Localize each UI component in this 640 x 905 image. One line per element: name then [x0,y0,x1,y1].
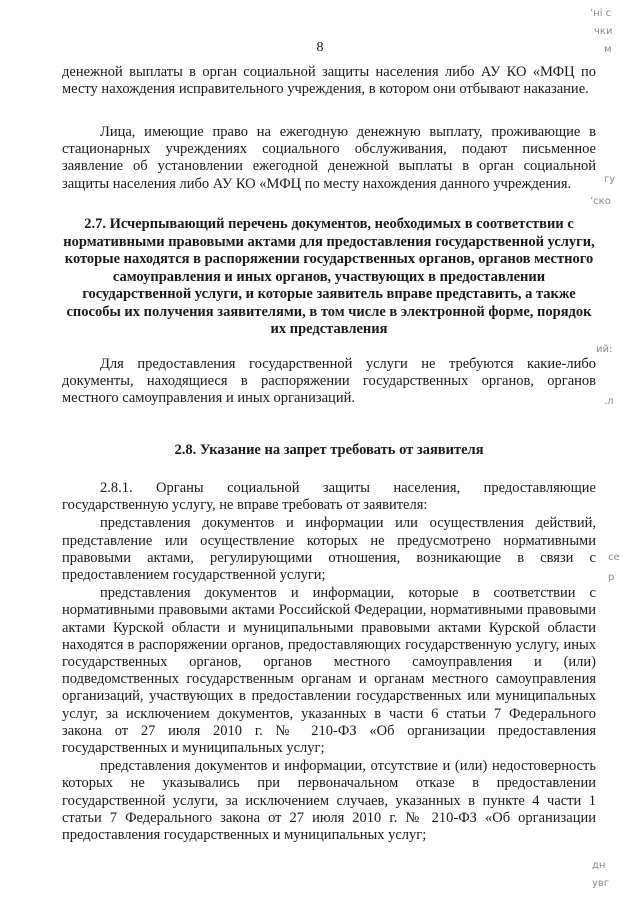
margin-mark: р [608,572,615,583]
section-2-8-body [62,480,596,844]
intro-continuation [62,64,596,98]
section-2-8-paragraph-2: представления документов и информации или осуществления действий, представление или осуществление которых не предусмотрено нормативными правовыми актами, регулирующими отношения, возникающие в связи с предоставлением государственной услуги; [62,515,596,584]
section-2-7-body [62,356,596,408]
section-2-8-paragraph-4: представления документов и информации, отсутствие и (или) недостоверность которых не указывались при первоначальном отказе в предоставлении государственной услуги, за исключением случаев, указанных в пункте 4 части 1 статьи 7 Федерального закона от 27 июля 2010 г. № 210-ФЗ «Об организации предоставления государственных и муниципальных услуг; [62,758,596,844]
margin-mark: .л [604,396,614,407]
section-2-7-paragraph: Для предоставления государственной услуги не требуются какие-либо документы, находящиеся в распоряжении государственных органов, органов местного самоуправления и иных организаций. [62,356,596,407]
margin-mark: се [608,552,620,563]
section-2-8-paragraph-3: представления документов и информации, которые в соответствии с нормативными правовыми актами Российской Федерации, нормативными правовыми актами Курской области и муниципальными правовыми актами Курской области находятся в распоряжении органов, предоставляющих государственную услугу, иных государственных органов, органов местного самоуправления и (или) подведомственных государственным органам и органам местного самоуправления организаций, участвующих в предоставлении государственных или муниципальных услуг, за исключением документов, указанных в части 6 статьи 7 Федерального закона от 27 июля 2010 г. № 210-ФЗ «Об организации предоставления государственных и муниципальных услуг; [62,585,596,757]
margin-mark: ий: [596,344,613,355]
intro-paragraph-1: денежной выплаты в орган социальной защиты населения либо АУ КО «МФЦ по месту нахождения исправительного учреждения, в котором они отбывают наказание. [62,64,596,98]
margin-mark: ’ско [590,196,611,207]
section-2-8-heading: 2.8. Указание на запрет требовать от заявителя [174,442,484,458]
intro-stationary [62,124,596,193]
margin-mark: увг [592,878,610,889]
margin-mark: чки [594,26,613,37]
section-2-7-heading: 2.7. Исчерпывающий перечень документов, необходимых в соответствии с нормативными правовыми актами для предоставления государственной услуги, которые находятся в распоряжении государственных органов, органов местного самоуправления и иных органов, участвующих в предоставлении государственной услуги, и которые заявитель вправе представить, а также способы их получения заявителями, в том числе в электронной форме, порядок их представления [63,216,595,337]
section-2-8-paragraph-1: 2.8.1. Органы социальной защиты населения, предоставляющие государственную услугу, не вправе требовать от заявителя: [62,480,596,514]
page-number: 8 [316,40,324,55]
intro-paragraph-2: Лица, имеющие право на ежегодную денежную выплату, проживающие в стационарных учреждениях социального обслуживания, подают письменное заявление об установлении ежегодной денежной выплаты в орган социальной защиты населения либо АУ КО «МФЦ по месту нахождения данного учреждения. [62,124,596,192]
margin-mark: дн [592,860,606,871]
margin-mark: гу [604,174,616,185]
margin-mark: ’ні с [590,8,612,19]
margin-mark: м [604,44,612,55]
